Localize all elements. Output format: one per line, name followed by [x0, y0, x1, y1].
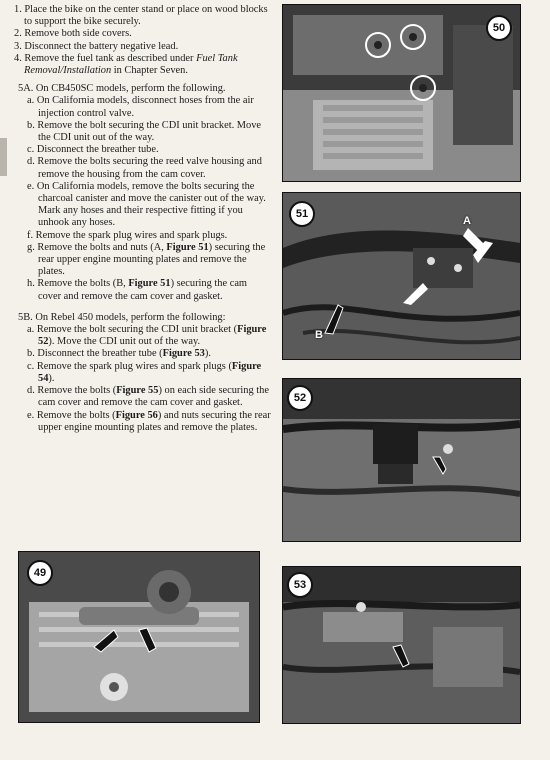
step-5a-b: b. Remove the bolt securing the CDI unit bracket. Move the CDI unit out of the way. — [27, 119, 262, 144]
engine-photo-illustration — [283, 5, 520, 181]
figure-number-badge: 51 — [289, 201, 315, 227]
section-5a-heading: 5A. On CB450SC models, perform the following. — [18, 83, 226, 95]
figure-51-photo — [282, 192, 521, 360]
figure-number-badge: 49 — [27, 560, 53, 586]
figure-ref: Figure 53 — [162, 348, 205, 360]
figure-52-photo — [282, 378, 521, 542]
instruction-column — [14, 4, 272, 434]
figure-ref: Figure 55 — [116, 385, 159, 397]
figure-49-photo — [18, 551, 260, 723]
step-5a-d: d. Remove the bolts securing the reed valve housing and remove the housing from the cam cover. — [27, 156, 262, 180]
step-3: 3. Disconnect the battery negative lead. — [14, 40, 179, 52]
step-5b-a: a. Remove the bolt securing the CDI unit bracket (Figure 52). Move the CDI unit out of the way. — [27, 324, 267, 348]
figure-ref: Figure 54 — [38, 360, 262, 384]
step-5a-a: a. On California models, disconnect hoses from the air injection control valve. — [27, 95, 254, 119]
step-5a-c: c. Disconnect the breather tube. — [27, 144, 159, 156]
figure-number-badge: 52 — [287, 385, 313, 411]
callout-b: B — [315, 329, 323, 341]
page-edge-tab — [0, 138, 7, 176]
step-5b-b: b. Disconnect the breather tube (Figure 53). — [27, 348, 211, 360]
step-1: 1. Place the bike on the center stand or place on wood blocks to support the bike securely. — [14, 4, 268, 28]
step-5b-d: d. Remove the bolts (Figure 55) on each side securing the cam cover and remove the cam cover and gasket. — [27, 385, 269, 409]
figure-ref: Figure 51 — [166, 241, 209, 253]
figure-53-photo — [282, 566, 521, 724]
section-5b-heading: 5B. On Rebel 450 models, perform the following: — [18, 311, 226, 323]
callout-a: A — [463, 215, 471, 227]
step-5a-g: g. Remove the bolts and nuts (A, Figure 51) securing the rear upper engine mounting plates and remove the plates. — [27, 241, 266, 278]
figure-ref: Figure 52 — [38, 324, 267, 348]
step-5a-h: h. Remove the bolts (B, Figure 51) securing the cam cover and remove the cam cover and gasket. — [27, 278, 248, 302]
step-2: 2. Remove both side covers. — [14, 28, 132, 40]
figure-number-badge: 53 — [287, 572, 313, 598]
breather-photo-illustration — [283, 567, 520, 723]
step-5a-e: e. On California models, remove the bolts securing the charcoal canister and move the canister out of the way. Mark any hoses and their respective fitting if you unhook any hoses. — [27, 180, 266, 229]
camshaft-photo-illustration — [19, 552, 259, 722]
figure-number-badge: 50 — [486, 15, 512, 41]
step-5b-c: c. Remove the spark plug wires and spark plugs (Figure 54). — [27, 360, 262, 384]
figure-50-photo — [282, 4, 521, 182]
figure-ref: Figure 56 — [115, 409, 158, 421]
chapter-reference: Fuel Tank Removal/Installation — [24, 52, 238, 77]
figure-ref: Figure 51 — [128, 278, 171, 290]
step-5a-f: f. Remove the spark plug wires and spark plugs. — [27, 229, 228, 241]
step-5b-e: e. Remove the bolts (Figure 56) and nuts securing the rear upper engine mounting plates and remove the plates. — [27, 409, 271, 433]
step-4: 4. Remove the fuel tank as described under Fuel Tank Removal/Installation in Chapter Seven. — [14, 52, 238, 77]
cdi-photo-illustration — [283, 379, 520, 541]
